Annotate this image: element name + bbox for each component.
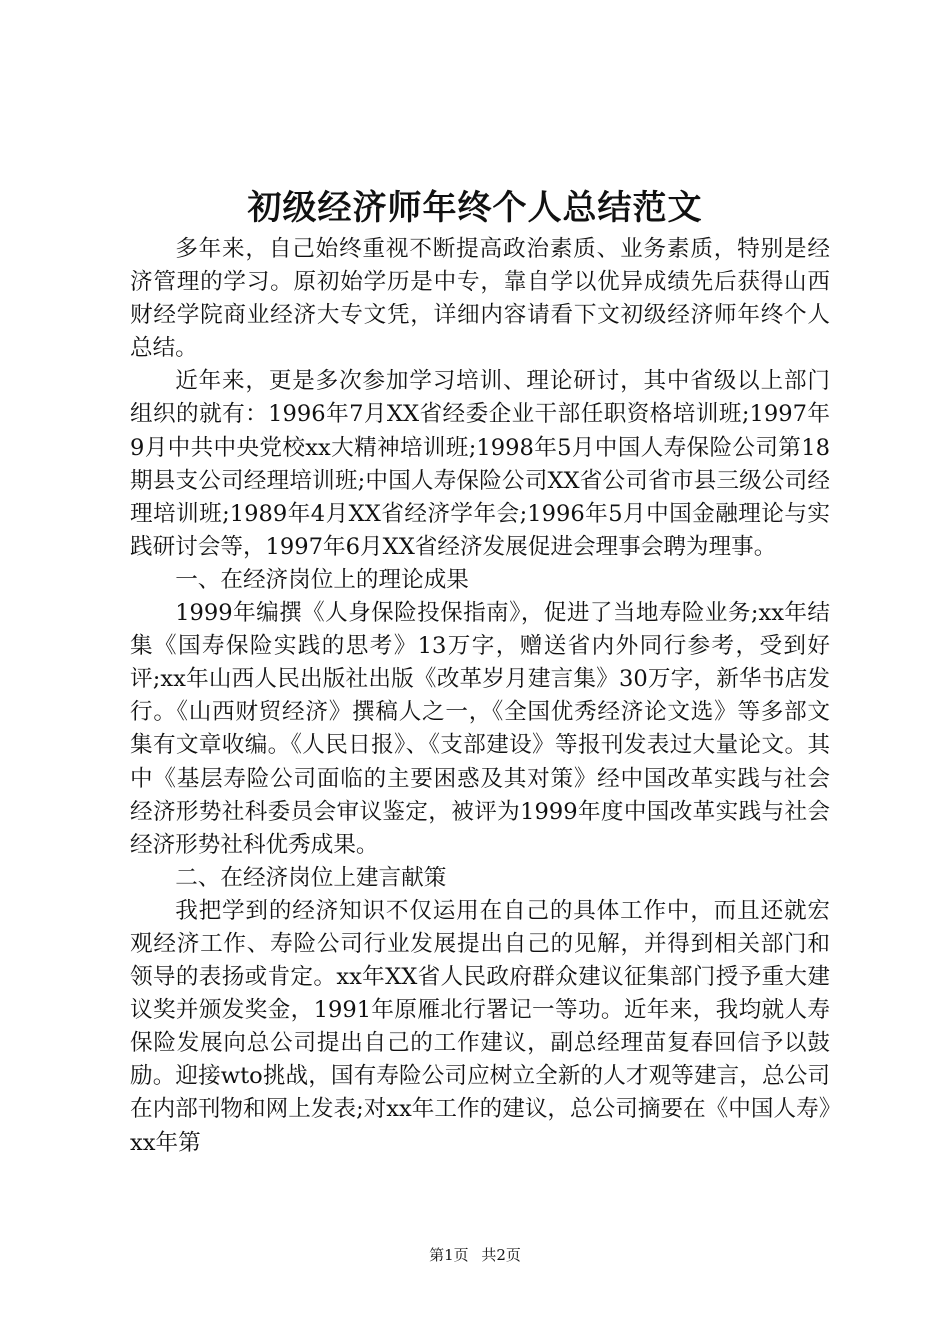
page-number-total: 共2页	[481, 1246, 521, 1264]
page-footer	[0, 1243, 950, 1267]
paragraph-theory: 1999年编撰《人身保险投保指南》，促进了当地寿险业务;xx年结集《国寿保险实践的思考》13万字，赠送省内外同行参考，受到好评;xx年山西人民出版社出版《改革岁月建言集》30万字，新华书店发行。《山西财贸经济》撰稿人之一，《全国优秀经济论文选》等多部文集有文章收编。《人民日报》、《支部建设》等报刊发表过大量论文。其中《基层寿险公司面临的主要困惑及其对策》经中国改革实践与社会经济形势社科委员会审议鉴定，被评为1999年度中国改革实践与社会经济形势社科优秀成果。	[130, 600, 830, 858]
paragraph-suggestions: 我把学到的经济知识不仅运用在自己的具体工作中，而且还就宏观经济工作、寿险公司行业发展提出自己的见解，并得到相关部门和领导的表扬或肯定。xx年XX省人民政府群众建议征集部门授予重大建议奖并颁发奖金，1991年原雁北行署记一等功。近年来，我均就人寿保险发展向总公司提出自己的工作建议，副总经理苗复春回信予以鼓励。迎接wto挑战，国有寿险公司应树立全新的人才观等建言，总公司在内部刊物和网上发表;对xx年工作的建议，总公司摘要在《中国人寿》xx年第	[130, 897, 830, 1156]
document-title: 初级经济师年终个人总结范文	[247, 188, 703, 228]
section-heading-suggestions: 二、在经济岗位上建言献策	[175, 864, 447, 891]
page-number-current: 第1页	[429, 1246, 469, 1264]
document-body	[130, 233, 830, 1160]
section-heading-theory: 一、在经济岗位上的理论成果	[175, 566, 469, 593]
paragraph-training: 近年来，更是多次参加学习培训、理论研讨，其中省级以上部门组织的就有：1996年7月XX省经委企业干部任职资格培训班;1997年9月中共中央党校xx大精神培训班;1998年5月中国人寿保险公司第18期县支公司经理培训班;中国人寿保险公司XX省公司省市县三级公司经理培训班;1989年4月XX省经济学年会;1996年5月中国金融理论与实践研讨会等，1997年6月XX省经济发展促进会理事会聘为理事。	[130, 368, 830, 560]
paragraph-intro: 多年来，自己始终重视不断提高政治素质、业务素质，特别是经济管理的学习。原初始学历是中专，靠自学以优异成绩先后获得山西财经学院商业经济大专文凭，详细内容请看下文初级经济师年终个人总结。	[130, 236, 830, 362]
